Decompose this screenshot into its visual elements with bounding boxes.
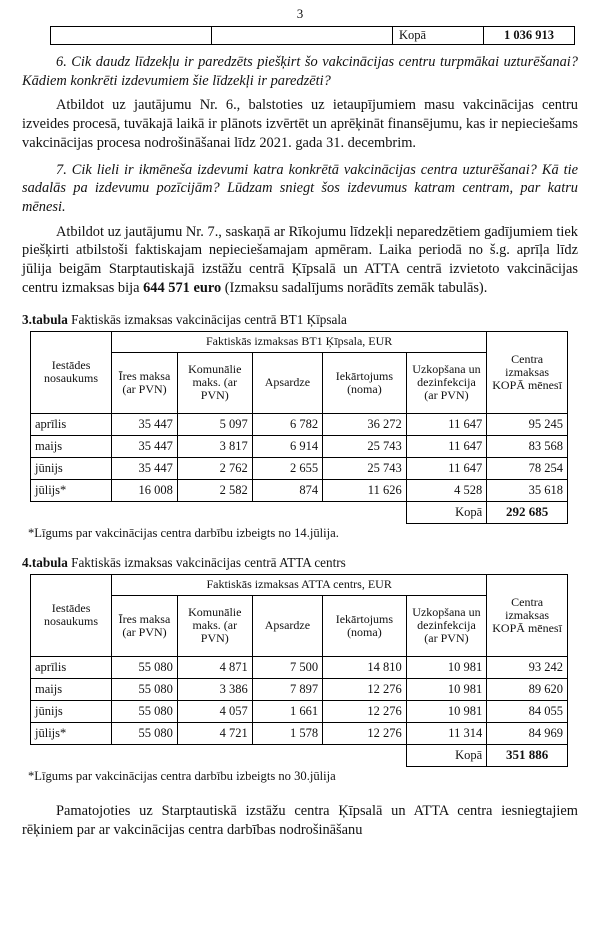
table4-total-label: Kopā bbox=[406, 744, 487, 766]
table3-total-label: Kopā bbox=[406, 501, 487, 523]
table4-row3-komunalie: 4 721 bbox=[177, 722, 252, 744]
answer-7-part1: Atbildot uz jautājumu Nr. 7., saskaņā ar Rīkojumu līdzekļi neparedzētiem gadījumiem tiek piešķirti atbilstoši faktiskajam nepieciešamajam apmēram. Laika periodā no š.g. aprīļa līdz jūlija beigām Starptautiskajā izstāžu centrā Ķīpsalā un ATTA centrā izvietoto vakcinācijas centru izmaksas bija bbox=[22, 223, 578, 296]
table4-row2-apsardze: 1 661 bbox=[252, 700, 322, 722]
table4-row1-uzkopsana: 10 981 bbox=[406, 678, 487, 700]
table4-col-uzkopsana: Uzkopšana un dezinfekcija (ar PVN) bbox=[406, 595, 487, 656]
table4-span-header: Faktiskās izmaksas ATTA centrs, EUR bbox=[112, 574, 487, 595]
answer-7-part2: (Izmaksu sadalījums norādīts zemāk tabulās). bbox=[221, 279, 488, 296]
table3-col-ires: Īres maksa (ar PVN) bbox=[112, 352, 178, 413]
table4-row1-komunalie: 3 386 bbox=[177, 678, 252, 700]
table4-row2-kopa: 84 055 bbox=[487, 700, 568, 722]
table3-col-uzkopsana: Uzkopšana un dezinfekcija (ar PVN) bbox=[406, 352, 487, 413]
table3-row2-komunalie: 2 762 bbox=[177, 457, 252, 479]
table3-row0-komunalie: 5 097 bbox=[177, 413, 252, 435]
page-number: 3 bbox=[296, 6, 304, 21]
table3-row1-apsardze: 6 914 bbox=[252, 435, 322, 457]
document-page bbox=[0, 6, 600, 934]
table-3 bbox=[30, 331, 568, 524]
table4-row0-apsardze: 7 500 bbox=[252, 656, 322, 678]
table4-row3-iekartojums: 12 276 bbox=[323, 722, 407, 744]
table4-col-iekartojums: Iekārtojums (noma) bbox=[323, 595, 407, 656]
table-row bbox=[31, 457, 568, 479]
table3-title bbox=[22, 312, 578, 328]
table3-row1-ires: 35 447 bbox=[112, 435, 178, 457]
table3-col-apsardze: Apsardze bbox=[252, 352, 322, 413]
table3-row2-label: jūnijs bbox=[31, 457, 112, 479]
answer-6: Atbildot uz jautājumu Nr. 6., balstoties uz ietaupījumiem masu vakcinācijas centru izveides procesā, tuvākajā laikā ir plānots izvērtēt un aprēķināt finansējumu, kas ir nepieciešams vakcinācijas procesa nodrošināšanai līdz 2021. gada 31. decembrim. bbox=[22, 97, 578, 151]
table4-row0-label: aprīlis bbox=[31, 656, 112, 678]
table4-title-bold: 4.tabula bbox=[22, 554, 68, 570]
table4-row3-ires: 55 080 bbox=[112, 722, 178, 744]
table-row bbox=[31, 656, 568, 678]
table4-col-kopa: Centra izmaksas KOPĀ mēnesī bbox=[487, 574, 568, 656]
table-row bbox=[31, 413, 568, 435]
table4-col-nosaukums: Iestādes nosaukums bbox=[31, 574, 112, 656]
table3-total-spacer bbox=[31, 501, 407, 523]
table4-row3-apsardze: 1 578 bbox=[252, 722, 322, 744]
table3-col-nosaukums: Iestādes nosaukums bbox=[31, 331, 112, 413]
table-row bbox=[31, 435, 568, 457]
table3-row0-kopa: 95 245 bbox=[487, 413, 568, 435]
top-total-value: 1 036 913 bbox=[484, 27, 575, 45]
table4-col-apsardze: Apsardze bbox=[252, 595, 322, 656]
table4-title bbox=[22, 555, 578, 571]
table4-row0-komunalie: 4 871 bbox=[177, 656, 252, 678]
blank-cell-1 bbox=[51, 27, 212, 45]
table-row bbox=[31, 479, 568, 501]
table3-row1-komunalie: 3 817 bbox=[177, 435, 252, 457]
answer-7-amount: 644 571 euro bbox=[143, 279, 222, 296]
table4-title-rest: Faktiskās izmaksas vakcinācijas centrā ATTA centrs bbox=[67, 554, 346, 570]
answer-7 bbox=[22, 223, 578, 298]
table4-row1-iekartojums: 12 276 bbox=[323, 678, 407, 700]
table3-row2-ires: 35 447 bbox=[112, 457, 178, 479]
table3-row3-uzkopsana: 4 528 bbox=[406, 479, 487, 501]
table4-total-value: 351 886 bbox=[487, 744, 568, 766]
table4-col-komunalie: Komunālie maks. (ar PVN) bbox=[177, 595, 252, 656]
table3-col-iekartojums: Iekārtojums (noma) bbox=[323, 352, 407, 413]
table4-row2-komunalie: 4 057 bbox=[177, 700, 252, 722]
table4-span-header-row bbox=[31, 574, 568, 595]
table4-row0-iekartojums: 14 810 bbox=[323, 656, 407, 678]
table3-row0-uzkopsana: 11 647 bbox=[406, 413, 487, 435]
table4-row3-label: jūlijs* bbox=[31, 722, 112, 744]
table3-row0-ires: 35 447 bbox=[112, 413, 178, 435]
closing-paragraph: Pamatojoties uz Starptautiskā izstāžu centra Ķīpsalā un ATTA centra iesniegtajiem rēķiniem par ar vakcinācijas centra darbības nodrošināšanu bbox=[22, 802, 578, 838]
table3-row2-kopa: 78 254 bbox=[487, 457, 568, 479]
table4-row0-uzkopsana: 10 981 bbox=[406, 656, 487, 678]
table4-total-row bbox=[31, 744, 568, 766]
table4-footnote: *Līgums par vakcinācijas centra darbību izbeigts no 30.jūlija bbox=[28, 768, 336, 783]
table4-row2-label: jūnijs bbox=[31, 700, 112, 722]
table4-row1-kopa: 89 620 bbox=[487, 678, 568, 700]
top-total-label: Kopā bbox=[393, 27, 484, 45]
table4-row0-kopa: 93 242 bbox=[487, 656, 568, 678]
table3-row3-komunalie: 2 582 bbox=[177, 479, 252, 501]
table-row bbox=[31, 722, 568, 744]
question-6: 6. Cik daudz līdzekļu ir paredzēts piešķirt šo vakcinācijas centru turpmākai uzturēšanai? Kādiem konkrēti izdevumiem šie līdzekļi ir paredzēti? bbox=[22, 54, 578, 89]
table4-row0-ires: 55 080 bbox=[112, 656, 178, 678]
table4-total-spacer bbox=[31, 744, 407, 766]
table3-row0-apsardze: 6 782 bbox=[252, 413, 322, 435]
table3-row3-apsardze: 874 bbox=[252, 479, 322, 501]
table3-span-header-row bbox=[31, 331, 568, 352]
table4-row2-iekartojums: 12 276 bbox=[323, 700, 407, 722]
page-content bbox=[0, 26, 600, 840]
table3-col-komunalie: Komunālie maks. (ar PVN) bbox=[177, 352, 252, 413]
table3-row0-iekartojums: 36 272 bbox=[323, 413, 407, 435]
table4-row3-uzkopsana: 11 314 bbox=[406, 722, 487, 744]
table4-row1-ires: 55 080 bbox=[112, 678, 178, 700]
top-partial-table bbox=[50, 26, 575, 45]
table3-title-rest: Faktiskās izmaksas vakcinācijas centrā BT1 Ķīpsala bbox=[67, 311, 347, 327]
table4-col-ires: Īres maksa (ar PVN) bbox=[112, 595, 178, 656]
table3-total-value: 292 685 bbox=[487, 501, 568, 523]
table3-row2-uzkopsana: 11 647 bbox=[406, 457, 487, 479]
table3-total-row bbox=[31, 501, 568, 523]
table3-row2-apsardze: 2 655 bbox=[252, 457, 322, 479]
table4-row2-ires: 55 080 bbox=[112, 700, 178, 722]
table-row bbox=[31, 678, 568, 700]
table-4 bbox=[30, 574, 568, 767]
table-row bbox=[31, 700, 568, 722]
table3-row3-iekartojums: 11 626 bbox=[323, 479, 407, 501]
table3-row0-label: aprīlis bbox=[31, 413, 112, 435]
blank-cell-2 bbox=[212, 27, 393, 45]
table4-row3-kopa: 84 969 bbox=[487, 722, 568, 744]
table3-row1-uzkopsana: 11 647 bbox=[406, 435, 487, 457]
table3-row1-kopa: 83 568 bbox=[487, 435, 568, 457]
table3-span-header: Faktiskās izmaksas BT1 Ķīpsala, EUR bbox=[112, 331, 487, 352]
table3-row1-iekartojums: 25 743 bbox=[323, 435, 407, 457]
table3-col-kopa: Centra izmaksas KOPĀ mēnesī bbox=[487, 331, 568, 413]
table4-row2-uzkopsana: 10 981 bbox=[406, 700, 487, 722]
table3-footnote: *Līgums par vakcinācijas centra darbību izbeigts no 14.jūlija. bbox=[28, 525, 339, 540]
table3-row3-ires: 16 008 bbox=[112, 479, 178, 501]
table-row bbox=[51, 27, 575, 45]
table3-row3-kopa: 35 618 bbox=[487, 479, 568, 501]
table4-row1-label: maijs bbox=[31, 678, 112, 700]
table4-row1-apsardze: 7 897 bbox=[252, 678, 322, 700]
table3-title-bold: 3.tabula bbox=[22, 311, 68, 327]
question-7: 7. Cik lieli ir ikmēneša izdevumi katra konkrētā vakcinācijas centra uzturēšanai? Kā tie sadalās pa izdevumu pozīcijām? Lūdzam sniegt šos izdevumus katram centram, par katru mēnesi. bbox=[22, 161, 578, 216]
table3-row1-label: maijs bbox=[31, 435, 112, 457]
table3-row3-label: jūlijs* bbox=[31, 479, 112, 501]
table3-row2-iekartojums: 25 743 bbox=[323, 457, 407, 479]
